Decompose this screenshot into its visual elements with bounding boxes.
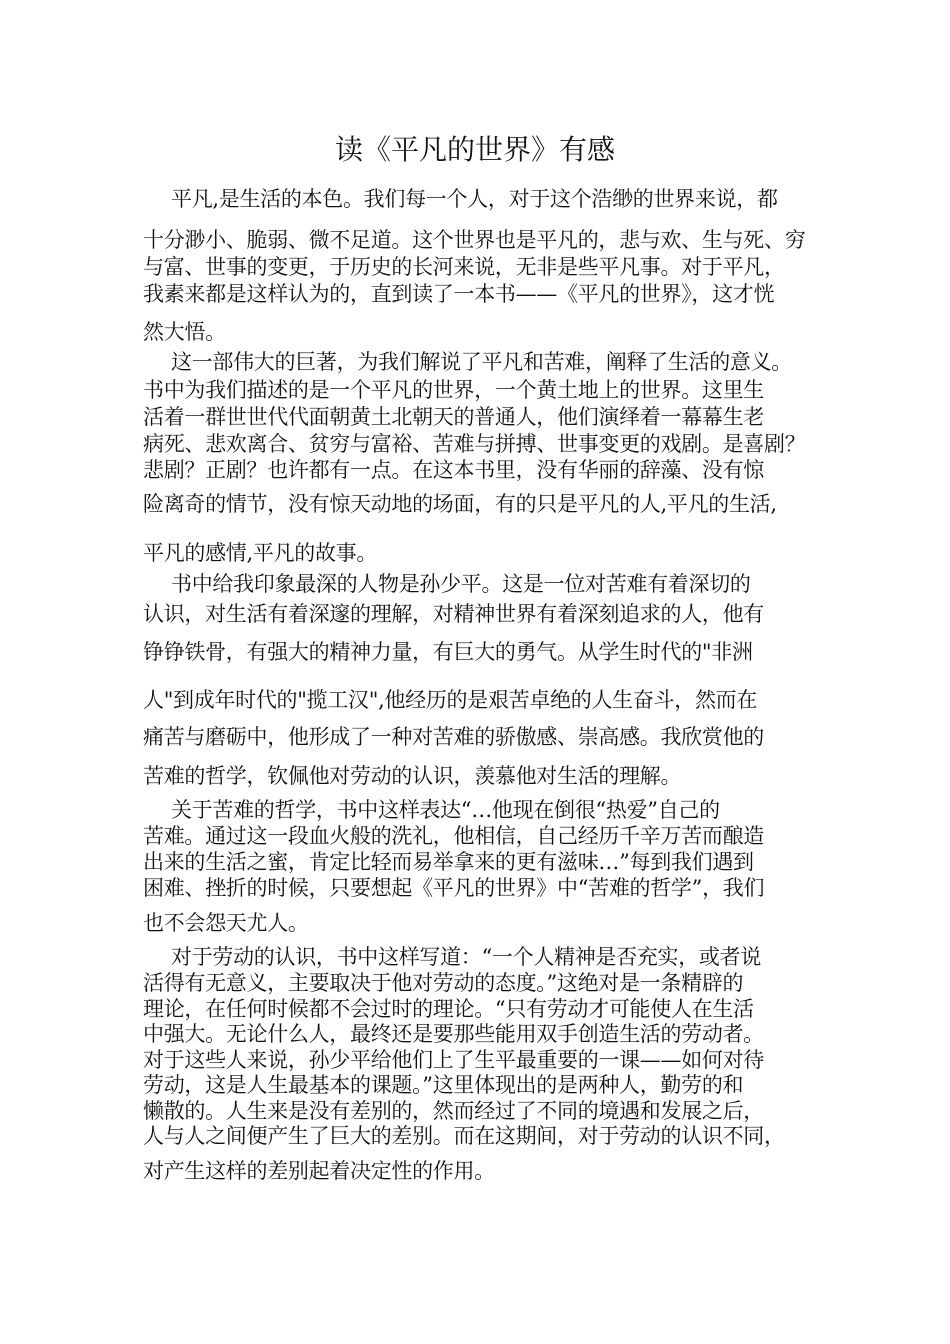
- text-line: 中强大。无论什么人，最终还是要那些能用双手创造生活的劳动者。: [143, 1022, 764, 1046]
- text-line: 痛苦与磨砺中，他形成了一种对苦难的骄傲感、崇高感。我欣赏他的: [143, 725, 764, 749]
- text-line: 书中为我们描述的是一个平凡的世界，一个黄土地上的世界。这里生: [143, 378, 764, 402]
- text-line: 平凡,是生活的本色。我们每一个人，对于这个浩缈的世界来说，都: [171, 187, 778, 211]
- text-line: 与富、世事的变更，于历史的长河来说，无非是些平凡事。对于平凡，: [143, 255, 785, 279]
- text-line: 这一部伟大的巨著，为我们解说了平凡和苦难，阐释了生活的意义。: [171, 350, 792, 374]
- text-line: 懒散的。人生来是没有差别的，然而经过了不同的境遇和发展之后，: [143, 1099, 764, 1123]
- text-line: 活着一群世世代代面朝黄土北朝天的普通人，他们演绎着一幕幕生老: [143, 405, 764, 429]
- text-line: 险离奇的情节，没有惊天动地的场面，有的只是平凡的人,平凡的生活,: [143, 492, 777, 516]
- text-line: 苦难。通过这一段血火般的洗礼，他相信，自己经历千辛万苦而酿造: [143, 824, 764, 848]
- text-line: 铮铮铁骨，有强大的精神力量，有巨大的勇气。从学生时代的"非洲: [143, 640, 753, 664]
- text-line: 认识，对生活有着深邃的理解，对精神世界有着深刻追求的人，他有: [143, 602, 764, 626]
- text-line: 理论，在任何时候都不会过时的理论。“只有劳动才可能使人在生活: [143, 997, 754, 1021]
- text-line: 出来的生活之蜜，肯定比轻而易举拿来的更有滋味…”每到我们遇到: [143, 850, 754, 874]
- text-line: 也不会怨天尤人。: [143, 911, 309, 935]
- text-line: 活得有无意义，主要取决于他对劳动的态度。”这绝对是一条精辟的: [143, 971, 744, 995]
- text-line: 苦难的哲学，钦佩他对劳动的认识，羡慕他对生活的理解。: [143, 764, 682, 788]
- document-title: 读《平凡的世界》有感: [334, 133, 615, 166]
- text-line: 关于苦难的哲学，书中这样表达“…他现在倒很“热爱”自己的: [171, 798, 720, 822]
- text-line: 病死、悲欢离合、贫穷与富裕、苦难与拼搏、世事变更的戏剧。是喜剧？: [143, 432, 806, 456]
- text-line: 十分渺小、脆弱、微不足道。这个世界也是平凡的，悲与欢、生与死、穷: [143, 228, 806, 252]
- text-line: 劳动，这是人生最基本的课题。”这里体现出的是两种人，勤劳的和: [143, 1073, 744, 1097]
- text-line: 然大悟。: [143, 320, 226, 344]
- text-line: 对产生这样的差别起着决定性的作用。: [143, 1159, 495, 1183]
- text-line: 平凡的感情,平凡的故事。: [143, 541, 378, 565]
- text-line: 悲剧？正剧？也许都有一点。在这本书里，没有华丽的辞藻、没有惊: [143, 458, 764, 482]
- text-line: 对于劳动的认识，书中这样写道：“一个人精神是否充实，或者说: [171, 945, 762, 969]
- text-line: 我素来都是这样认为的，直到读了一本书——《平凡的世界》，这才恍: [143, 282, 775, 306]
- text-line: 人"到成年时代的"揽工汉",他经历的是艰苦卓绝的人生奋斗，然而在: [143, 688, 758, 712]
- text-line: 书中给我印象最深的人物是孙少平。这是一位对苦难有着深切的: [171, 572, 751, 596]
- text-line: 对于这些人来说，孙少平给他们上了生平最重要的一课——如何对待: [143, 1048, 764, 1072]
- text-line: 困难、挫折的时候，只要想起《平凡的世界》中“苦难的哲学”，我们: [143, 876, 765, 900]
- text-line: 人与人之间便产生了巨大的差别。而在这期间，对于劳动的认识不同，: [143, 1124, 785, 1148]
